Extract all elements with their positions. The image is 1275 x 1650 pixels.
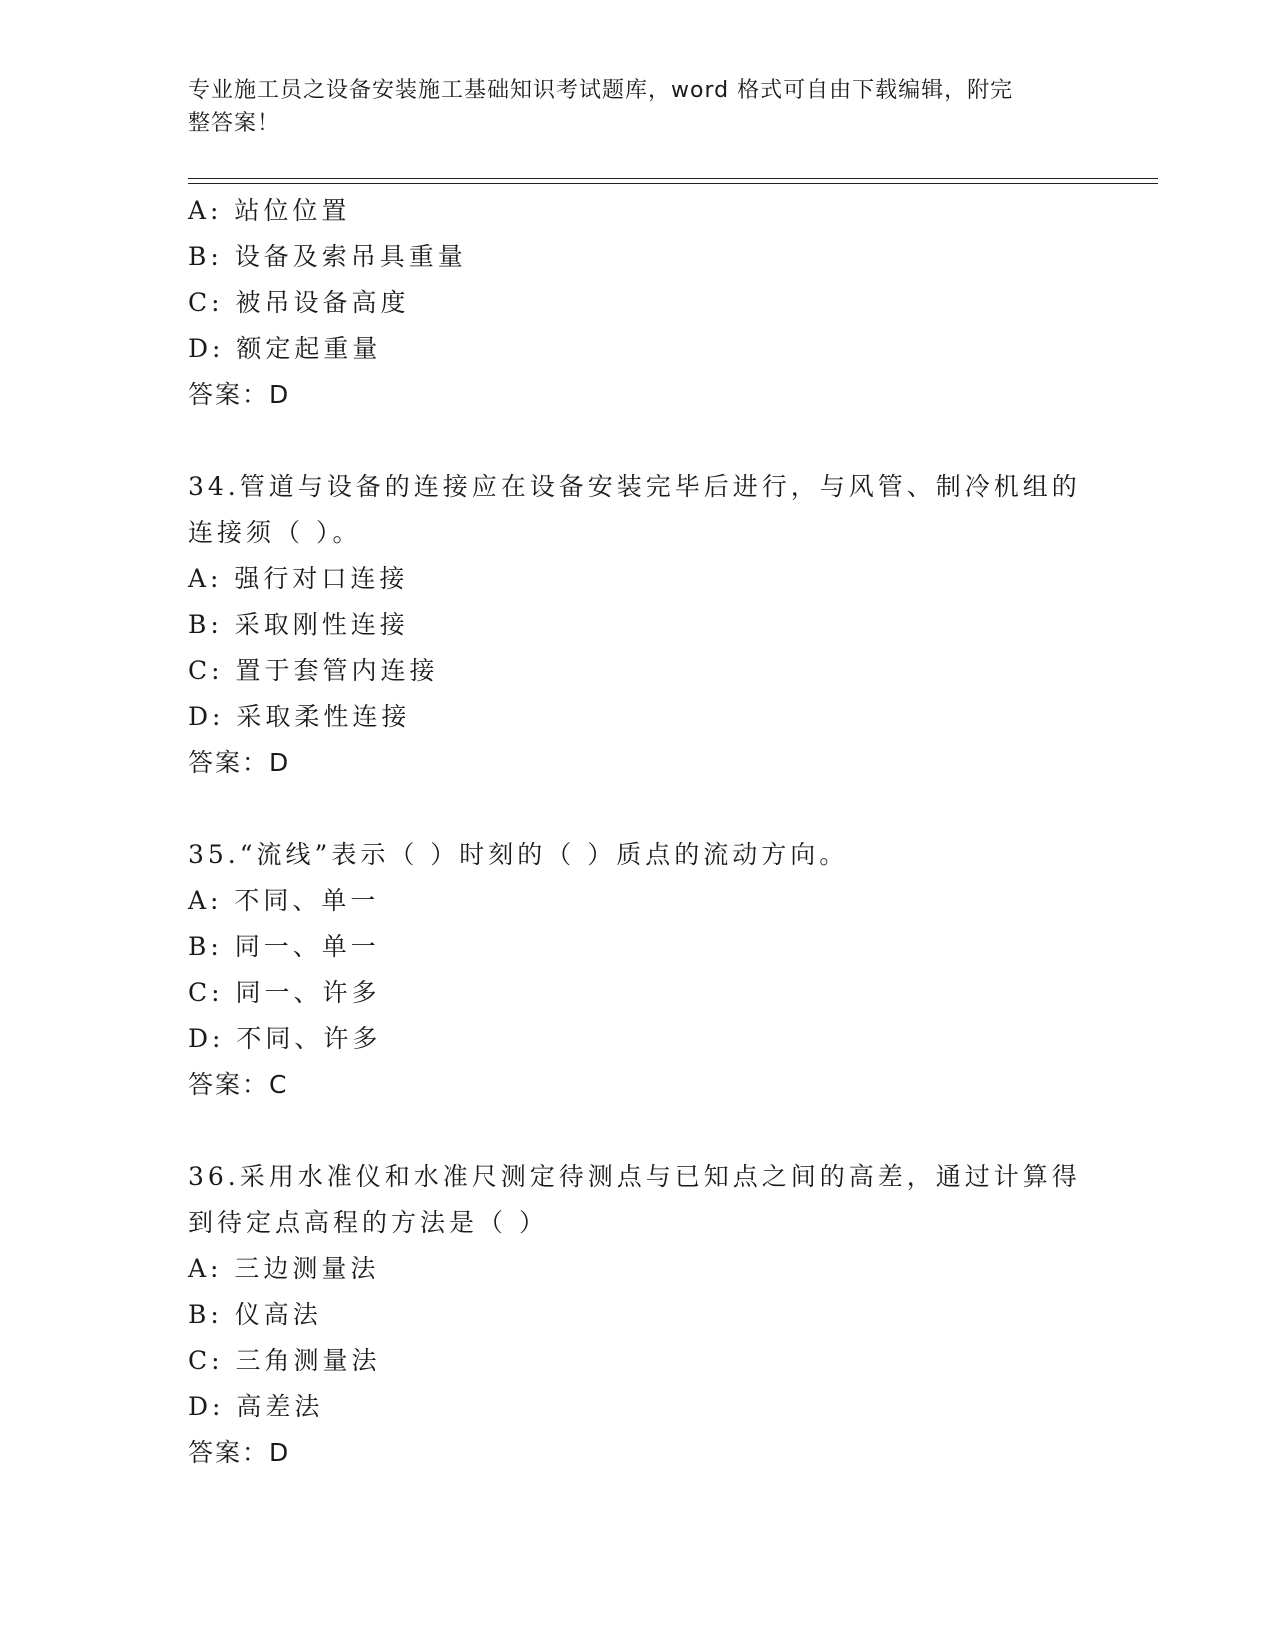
answer-line: 答案：D xyxy=(188,1438,291,1467)
question-stem: 34.管道与设备的连接应在设备安装完毕后进行，与风管、制冷机组的 xyxy=(188,472,1081,501)
option-c: C: 被吊设备高度 xyxy=(188,288,410,317)
option-a: A: 不同、单一 xyxy=(188,886,380,915)
option-c: C: 三角测量法 xyxy=(188,1346,381,1375)
option-a: A: 强行对口连接 xyxy=(188,564,409,593)
header-line-1: 专业施工员之设备安装施工基础知识考试题库，word 格式可自由下载编辑，附完 xyxy=(188,78,1014,103)
header-rule-bottom xyxy=(188,183,1158,184)
option-d: D: 高差法 xyxy=(188,1392,324,1421)
answer-line: 答案：D xyxy=(188,380,291,409)
page-header xyxy=(188,74,1068,140)
option-a: A: 三边测量法 xyxy=(188,1254,380,1283)
option-b: B: 仪高法 xyxy=(188,1300,322,1329)
question-gap xyxy=(188,1108,1088,1154)
question-gap xyxy=(188,418,1088,464)
option-d: D: 不同、许多 xyxy=(188,1024,382,1053)
question-36 xyxy=(188,1154,1088,1476)
option-d: D: 额定起重量 xyxy=(188,334,382,363)
question-stem: 35.“流线”表示（ ）时刻的（ ）质点的流动方向。 xyxy=(188,840,849,869)
question-34 xyxy=(188,464,1088,786)
question-stem: 到待定点高程的方法是（ ） xyxy=(188,1208,548,1237)
option-c: C: 置于套管内连接 xyxy=(188,656,439,685)
question-gap xyxy=(188,786,1088,832)
question-stem: 36.采用水准仪和水准尺测定待测点与已知点之间的高差，通过计算得 xyxy=(188,1162,1081,1191)
answer-line: 答案：C xyxy=(188,1070,289,1099)
answer-line: 答案：D xyxy=(188,748,291,777)
option-d: D: 采取柔性连接 xyxy=(188,702,411,731)
option-b: B: 设备及索吊具重量 xyxy=(188,242,467,271)
question-stem: 连接须（ ）。 xyxy=(188,518,362,547)
header-rule-top xyxy=(188,178,1158,179)
question-fragment xyxy=(188,188,1088,418)
option-b: B: 同一、单一 xyxy=(188,932,380,961)
option-a: A: 站位位置 xyxy=(188,196,351,225)
question-35 xyxy=(188,832,1088,1108)
header-line-2: 整答案！ xyxy=(188,111,281,136)
option-c: C: 同一、许多 xyxy=(188,978,381,1007)
option-b: B: 采取刚性连接 xyxy=(188,610,409,639)
exam-content xyxy=(188,188,1088,1476)
